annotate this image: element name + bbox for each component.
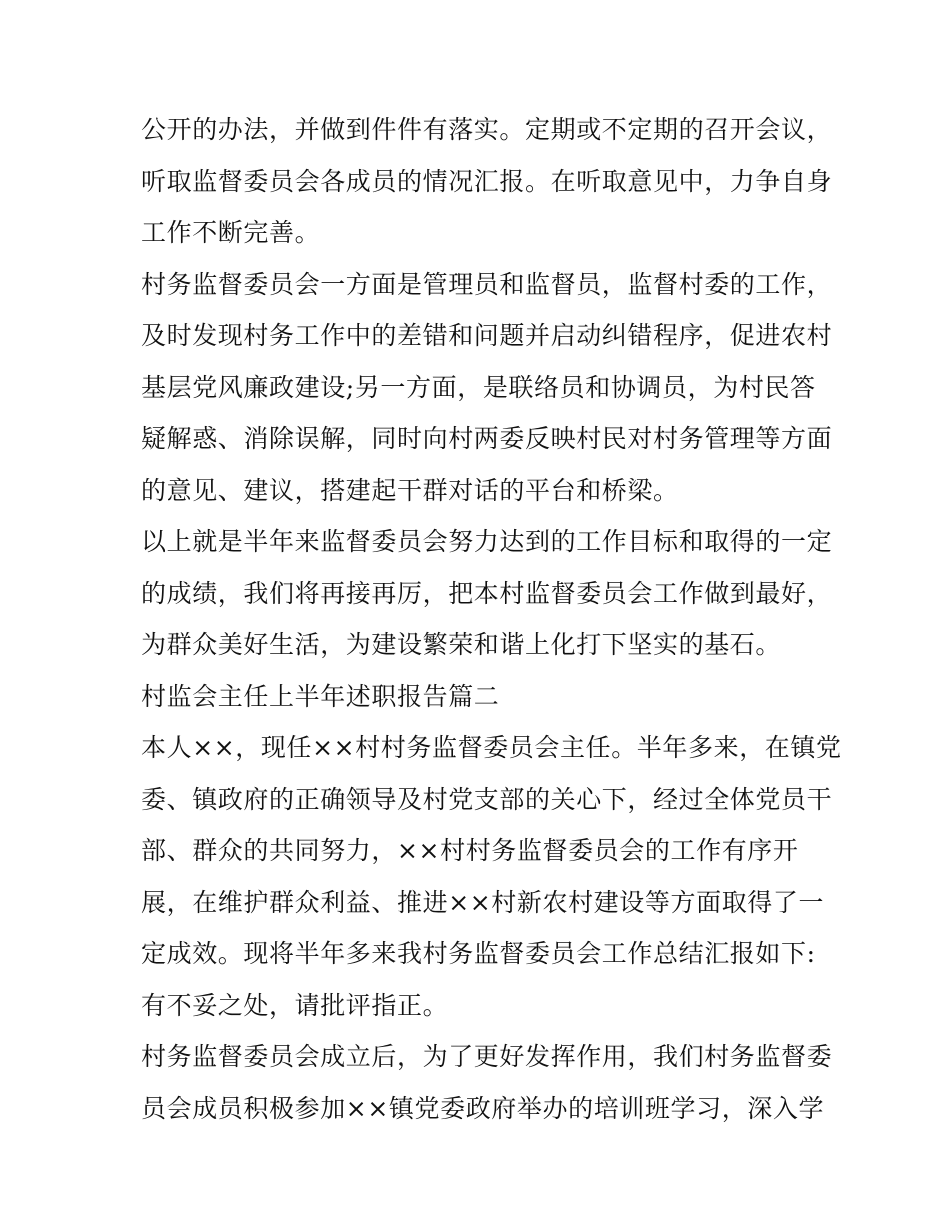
text-line: 以上就是半年来监督委员会努力达到的工作目标和取得的一定 xyxy=(141,527,833,556)
text-line: 基层党风廉政建设;另一方面，是联络员和协调员，为村民答 xyxy=(141,372,816,402)
text-line: 及时发现村务工作中的差错和问题并启动纠错程序，促进农村 xyxy=(141,321,833,350)
text-line: 有不妥之处，请批评指正。 xyxy=(141,990,449,1020)
text-line: 村务监督委员会成立后，为了更好发挥作用，我们村务监督委 xyxy=(141,1042,833,1071)
text-line: 委、镇政府的正确领导及村党支部的关心下，经过全体党员干 xyxy=(141,784,833,814)
text-line: 员会成员积极参加××镇党委政府举办的培训班学习，深入学 xyxy=(141,1093,825,1123)
text-line: 公开的办法，并做到件件有落实。定期或不定期的召开会议， xyxy=(141,115,833,144)
text-line: 疑解惑、消除误解，同时向村两委反映村民对村务管理等方面 xyxy=(141,424,833,453)
document-body xyxy=(141,104,842,1134)
text-line: 村务监督委员会一方面是管理员和监督员，监督村委的工作， xyxy=(141,269,833,299)
text-line: 的意见、建议，搭建起干群对话的平台和桥梁。 xyxy=(141,475,679,505)
text-line: 为群众美好生活，为建设繁荣和谐上化打下坚实的基石。 xyxy=(141,630,782,659)
text-line: 部、群众的共同努力，××村村务监督委员会的工作有序开 xyxy=(141,836,799,865)
text-line: 听取监督委员会各成员的情况汇报。在听取意见中，力争自身 xyxy=(141,166,833,196)
text-line: 工作不断完善。 xyxy=(141,218,321,247)
text-line: 展，在维护群众利益、推进××村新农村建设等方面取得了一 xyxy=(141,887,825,917)
text-line: 的成绩，我们将再接再厉，把本村监督委员会工作做到最好， xyxy=(141,578,833,608)
section-heading: 村监会主任上半年述职报告篇二 xyxy=(141,681,500,711)
text-line: 定成效。现将半年多来我村务监督委员会工作总结汇报如下: xyxy=(141,939,816,968)
text-line: 本人××，现任××村村务监督委员会主任。半年多来，在镇党 xyxy=(141,733,842,762)
